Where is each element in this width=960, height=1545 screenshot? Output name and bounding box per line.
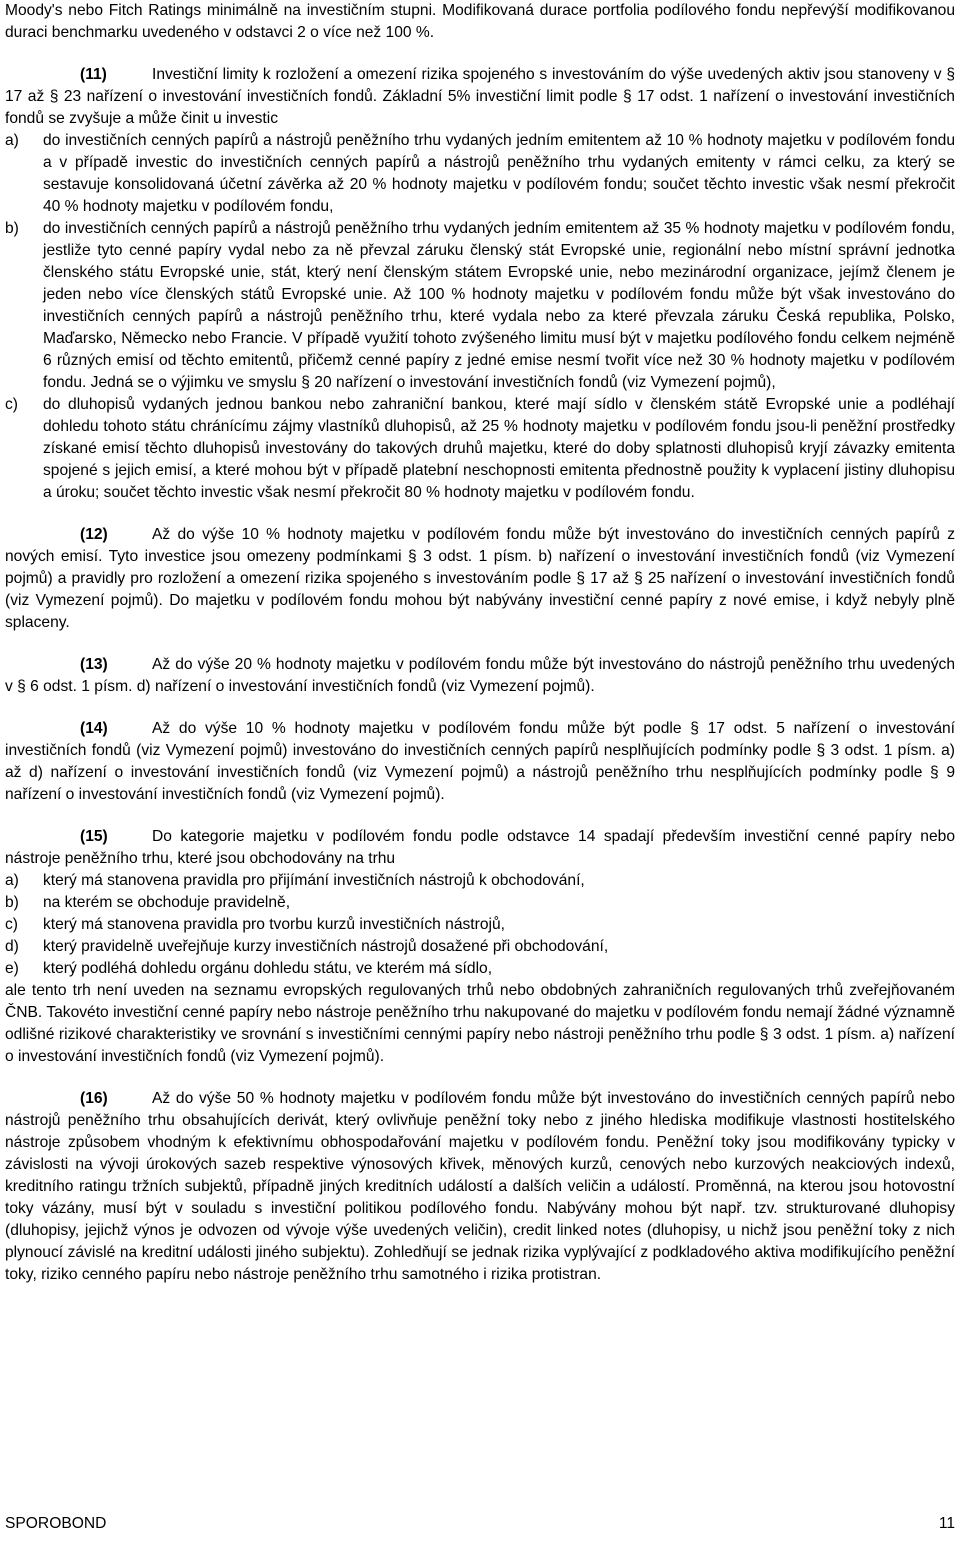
list-item-text: do investičních cenných papírů a nástrojů peněžního trhu vydaných jedním emitentem až 35 % hodnoty majetku v podílovém fondu, jestliže tyto cenné papíry vydal nebo za ně převzal záruku členský stát Evropské unie, regionální nebo místní správní jednotka členského státu Evropské unie, stát, který není členským státem Evropské unie, nebo mezinárodní organizace, jejímž členem je jeden nebo více členských států Evropské unie. Až 100 % hodnoty majetku v podílovém fondu může být však investováno do investičních cenných papírů a nástrojů peněžního trhu, které vydala nebo za které převzala záruku Česká republika, Polsko, Maďarsko, Německo nebo Francie. V případě využití tohoto zvýšeného limitu musí být v majetku podílového fondu celkem nejméně 6 různých emisí od těchto emitentů, přičemž cenné papíry z jedné emise nesmí tvořit více než 30 % hodnoty majetku v podílovém fondu. Jedná se o výjimku ve smyslu § 20 nařízení o investování investičních fondů (viz Vymezení pojmů), bbox=[43, 220, 955, 391]
paragraph-13 bbox=[5, 654, 955, 698]
list-item-text: do investičních cenných papírů a nástrojů peněžního trhu vydaných jedním emitentem až 10 % hodnoty majetku v podílovém fondu a v případě investic do investičních cenných papírů a nástrojů peněžního trhu vydaných emitenty v rámci celku, za který se sestavuje konsolidovaná účetní závěrka až 20 % hodnoty majetku v podílovém fondu; součet těchto investic však nesmí překročit 40 % hodnoty majetku v podílovém fondu, bbox=[43, 132, 955, 215]
list-item-text: který podléhá dohledu orgánu dohledu státu, ve kterém má sídlo, bbox=[43, 960, 493, 977]
paragraph-number: (14) bbox=[80, 720, 108, 737]
paragraph-text: Až do výše 10 % hodnoty majetku v podílovém fondu může být investováno do investičních cenných papírů z nových emisí. Tyto investice jsou omezeny podmínkami § 3 odst. 1 písm. b) nařízení o investování investičních fondů (viz Vymezení pojmů) a pravidly pro rozložení a omezení rizika spojeného s investováním podle § 17 až § 25 nařízení o investování investičních fondů (viz Vymezení pojmů). Do majetku v podílovém fondu mohou být nabývány investiční cenné papíry z nové emise, i když nebyly plně splaceny. bbox=[5, 526, 955, 631]
list-item bbox=[5, 958, 955, 980]
list-item-text: který má stanovena pravidla pro tvorbu kurzů investičních nástrojů, bbox=[43, 916, 505, 933]
document-page bbox=[5, 0, 955, 1286]
list-item bbox=[5, 892, 955, 914]
list-item bbox=[5, 870, 955, 892]
list-item-label: a) bbox=[5, 132, 19, 149]
paragraph-11 bbox=[5, 64, 955, 130]
paragraph-number: (16) bbox=[80, 1090, 108, 1107]
paragraph-14 bbox=[5, 718, 955, 806]
paragraph-15 bbox=[5, 826, 955, 870]
list-item-text: na kterém se obchoduje pravidelně, bbox=[43, 894, 291, 911]
paragraph-number: (12) bbox=[80, 526, 108, 543]
list-item bbox=[5, 394, 955, 504]
list-item-label: c) bbox=[5, 396, 18, 413]
paragraph-number: (13) bbox=[80, 656, 108, 673]
paragraph-text: Investiční limity k rozložení a omezení rizika spojeného s investováním do výše uvedených aktiv jsou stanoveny v § 17 až § 23 nařízení o investování investičních fondů. Základní 5% investiční limit podle § 17 odst. 1 nařízení o investování investičních fondů se zvyšuje a může činit u investic bbox=[5, 66, 955, 127]
list-item-text: který má stanovena pravidla pro přijímání investičních nástrojů k obchodování, bbox=[43, 872, 585, 889]
intro-paragraph: Moody's nebo Fitch Ratings minimálně na investičním stupni. Modifikovaná durace portfolia podílového fondu nepřevýší modifikovanou duraci benchmarku uvedeného v odstavci 2 o více než 100 %. bbox=[5, 2, 955, 41]
list-item-label: c) bbox=[5, 916, 18, 933]
paragraph-text: Až do výše 50 % hodnoty majetku v podílovém fondu může být investováno do investičních cenných papírů nebo nástrojů peněžního trhu obsahujících derivát, který ovlivňuje peněžní toky nebo z jiného hlediska modifikuje vlastnosti hostitelského nástroje způsobem vhodným k efektivnímu obhospodařování majetku v podílovém fondu. Peněžní toky jsou modifikovány typicky v závislosti na vývoji úrokových sazeb respektive výnosových křivek, měnových kurzů, cenových nebo kurzových neakciových indexů, kreditního ratingu tržních subjektů, případně jiných kreditních událostí a dalších veličin a událostí. Proměnná, na kterou jsou hotovostní toky vázány, musí být v souladu s investiční politikou podílového fondu. Nabývány mohou být např. tzv. strukturované dluhopisy (dluhopisy, jejichž výnos je odvozen od vývoje výše uvedených veličin), credit linked notes (dluhopisy, u nichž jsou peněžní toky z nich plynoucí závislé na kreditní události jiného subjektu). Zohledňují se jednak rizika vyplývající z podkladového aktiva modifikujícího peněžní toky, riziko cenného papíru nebo nástroje peněžního trhu samotného i rizika protistran. bbox=[5, 1090, 955, 1283]
paragraph-15-continuation: ale tento trh není uveden na seznamu evropských regulovaných trhů nebo obdobných zahraničních regulovaných trhů zveřejňovaném ČNB. Takovéto investiční cenné papíry nebo nástroje peněžního trhu nakupované do majetku v podílovém fondu nemají žádné významně odlišné rizikové charakteristiky ve srovnání s investičními cennými papíry nebo nástroji peněžního trhu podle § 3 odst. 1 písm. a) nařízení o investování investičních fondů (viz Vymezení pojmů). bbox=[5, 982, 955, 1065]
list-item-label: e) bbox=[5, 960, 19, 977]
page-footer bbox=[5, 1513, 955, 1535]
paragraph-text: Až do výše 20 % hodnoty majetku v podílovém fondu může být investováno do nástrojů peněžního trhu uvedených v § 6 odst. 1 písm. d) nařízení o investování investičních fondů (viz Vymezení pojmů). bbox=[5, 656, 955, 695]
list-item bbox=[5, 218, 955, 394]
paragraph-12 bbox=[5, 524, 955, 634]
paragraph-text: Do kategorie majetku v podílovém fondu podle odstavce 14 spadají především investiční cenné papíry nebo nástroje peněžního trhu, které jsou obchodovány na trhu bbox=[5, 828, 955, 867]
paragraph-number: (15) bbox=[80, 828, 108, 845]
paragraph-16 bbox=[5, 1088, 955, 1286]
list-item-label: d) bbox=[5, 938, 19, 955]
list-item-label: b) bbox=[5, 220, 19, 237]
list-item-label: b) bbox=[5, 894, 19, 911]
page-number: 11 bbox=[938, 1515, 955, 1532]
paragraph-text: Až do výše 10 % hodnoty majetku v podílovém fondu může být podle § 17 odst. 5 nařízení o investování investičních fondů (viz Vymezení pojmů) investováno do investičních cenných papírů nesplňujících podmínky podle § 3 odst. 1 písm. a) až d) nařízení o investování investičních fondů (viz Vymezení pojmů) a nástrojů peněžního trhu nesplňujících podmínky podle § 9 nařízení o investování investičních fondů (viz Vymezení pojmů). bbox=[5, 720, 955, 803]
footer-document-name: SPOROBOND bbox=[5, 1515, 107, 1532]
list-item bbox=[5, 130, 955, 218]
list-item-text: do dluhopisů vydaných jednou bankou nebo zahraniční bankou, které mají sídlo v členském státě Evropské unie a podléhají dohledu tohoto státu chránícímu zájmy vlastníků dluhopisů, až 25 % hodnoty majetku v podílovém fondu jsou-li peněžní prostředky získané emisí těchto dluhopisů investovány do takových druhů majetku, které do doby splatnosti dluhopisů kryjí závazky emitenta spojené s jejich emisí, a které mohou být v případě platební neschopnosti emitenta přednostně použity k vyplacení jistiny dluhopisu a úroku; součet těchto investic však nesmí překročit 80 % hodnoty majetku v podílovém fondu. bbox=[43, 396, 955, 501]
list-item bbox=[5, 914, 955, 936]
list-item-text: který pravidelně uveřejňuje kurzy investičních nástrojů dosažené při obchodování, bbox=[43, 938, 609, 955]
paragraph-number: (11) bbox=[80, 66, 107, 83]
list-item bbox=[5, 936, 955, 958]
list-item-label: a) bbox=[5, 872, 19, 889]
